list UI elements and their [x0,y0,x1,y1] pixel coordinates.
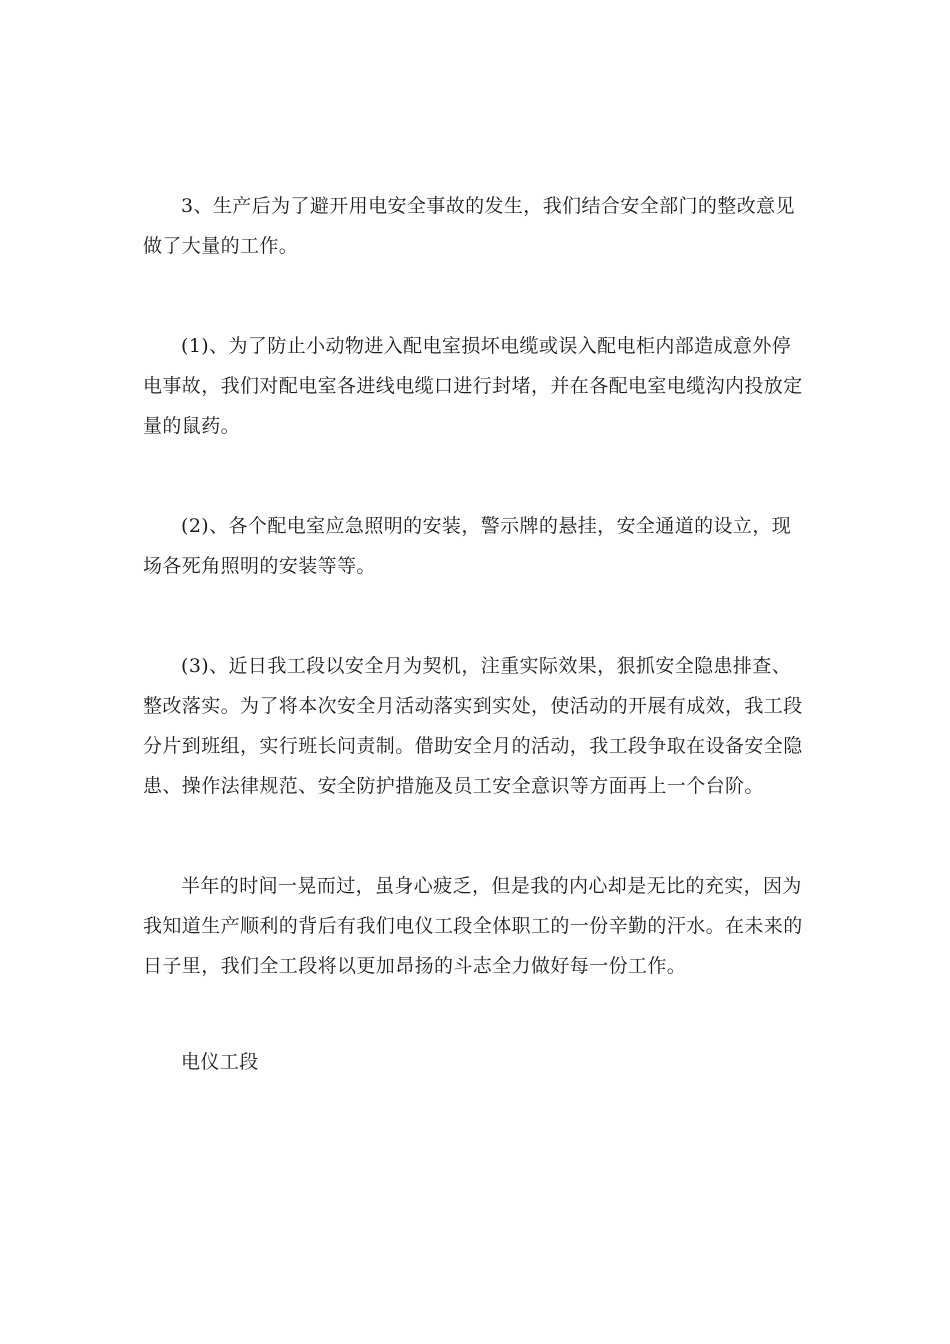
paragraph-conclusion: 半年的时间一晃而过，虽身心疲乏，但是我的内心却是无比的充实，因为我知道生产顺利的背后有我们电仪工段全体职工的一份辛勤的汗水。在未来的日子里，我们全工段将以更加昂扬的斗志全力做好每一份工作。 [143,875,803,977]
paragraph-subitem-2: (2)、各个配电室应急照明的安装，警示牌的悬挂，安全通道的设立，现场各死角照明的安装等等。 [143,515,792,577]
paragraph-item-3: 3、生产后为了避开用电安全事故的发生，我们结合安全部门的整改意见做了大量的工作。 [143,195,795,257]
paragraph-subitem-3: (3)、近日我工段以安全月为契机，注重实际效果，狠抓安全隐患排查、整改落实。为了将本次安全月活动落实到实处，使活动的开展有成效，我工段分片到班组，实行班长问责制。借助安全月的活动，我工段争取在设备安全隐患、操作法律规范、安全防护措施及员工安全意识等方面再上一个台阶。 [143,655,803,797]
paragraph-subitem-1: (1)、为了防止小动物进入配电室损坏电缆或误入配电柜内部造成意外停电事故，我们对配电室各进线电缆口进行封堵，并在各配电室电缆沟内投放定量的鼠药。 [143,335,803,437]
signature: 电仪工段 [181,1051,259,1073]
